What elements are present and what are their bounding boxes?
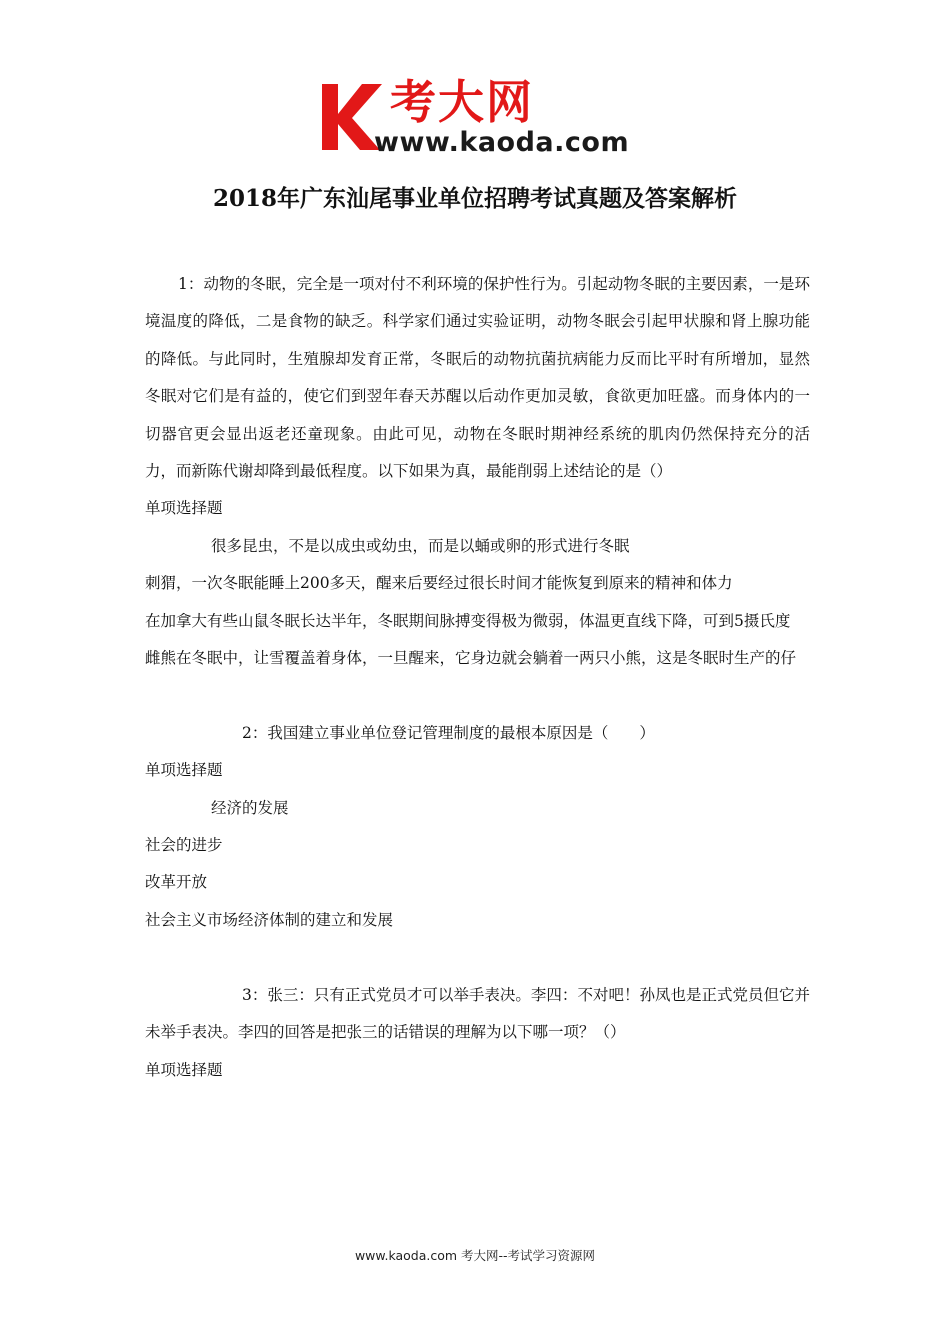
question-2-type: 单项选择题 [145,761,223,780]
page-title: 2018年广东汕尾事业单位招聘考试真题及答案解析 [212,185,737,212]
spacer [145,677,810,714]
question-1-option-c: 在加拿大有些山鼠冬眠长达半年，冬眠期间脉搏变得极为微弱，体温更直线下降，可到5摄氏度 [145,611,791,630]
question-1-option-b: 刺猬，一次冬眠能睡上200多天，醒来后要经过很长时间才能恢复到原来的精神和体力 [145,574,733,593]
question-2-option-a: 经济的发展 [211,798,289,817]
document-body [145,266,810,1089]
logo-url: www.kaoda.com [374,127,630,158]
spacer [145,939,810,976]
question-2-stem: 2：我国建立事业单位登记管理制度的最根本原因是（ ） [242,723,655,742]
question-1-option-a: 很多昆虫，不是以成虫或幼虫，而是以蛹或卵的形式进行冬眠 [211,536,630,555]
page-footer: www.kaoda.com 考大网--考试学习资源网 [354,1248,596,1263]
question-3-stem: 3：张三：只有正式党员才可以举手表决。李四：不对吧！孙凤也是正式党员但它并未举手表决。李四的回答是把张三的话错误的理解为以下哪一项？（） [145,985,810,1042]
question-3-type: 单项选择题 [145,1060,223,1079]
question-1-stem: 1：动物的冬眠，完全是一项对付不利环境的保护性行为。引起动物冬眠的主要因素，一是环境温度的降低，二是食物的缺乏。科学家们通过实验证明，动物冬眠会引起甲状腺和肾上腺功能的降低。与此同时，生殖腺却发育正常，冬眠后的动物抗菌抗病能力反而比平时有所增加，显然冬眠对它们是有益的，使它们到翌年春天苏醒以后动作更加灵敏，食欲更加旺盛。而身体内的一切器官更会显出返老还童现象。由此可见，动物在冬眠时期神经系统的肌肉仍然保持充分的活力，而新陈代谢却降到最低程度。以下如果为真，最能削弱上述结论的是（） [145,275,810,481]
question-2-option-d: 社会主义市场经济体制的建立和发展 [145,910,394,929]
logo-name: 考大网 [390,75,534,129]
question-1-type: 单项选择题 [145,499,223,518]
kaoda-logo [318,75,638,158]
question-2-option-b: 社会的进步 [145,836,223,855]
question-1-option-d: 雌熊在冬眠中，让雪覆盖着身体，一旦醒来，它身边就会躺着一两只小熊，这是冬眠时生产的仔 [145,649,797,668]
question-2-option-c: 改革开放 [145,873,208,892]
